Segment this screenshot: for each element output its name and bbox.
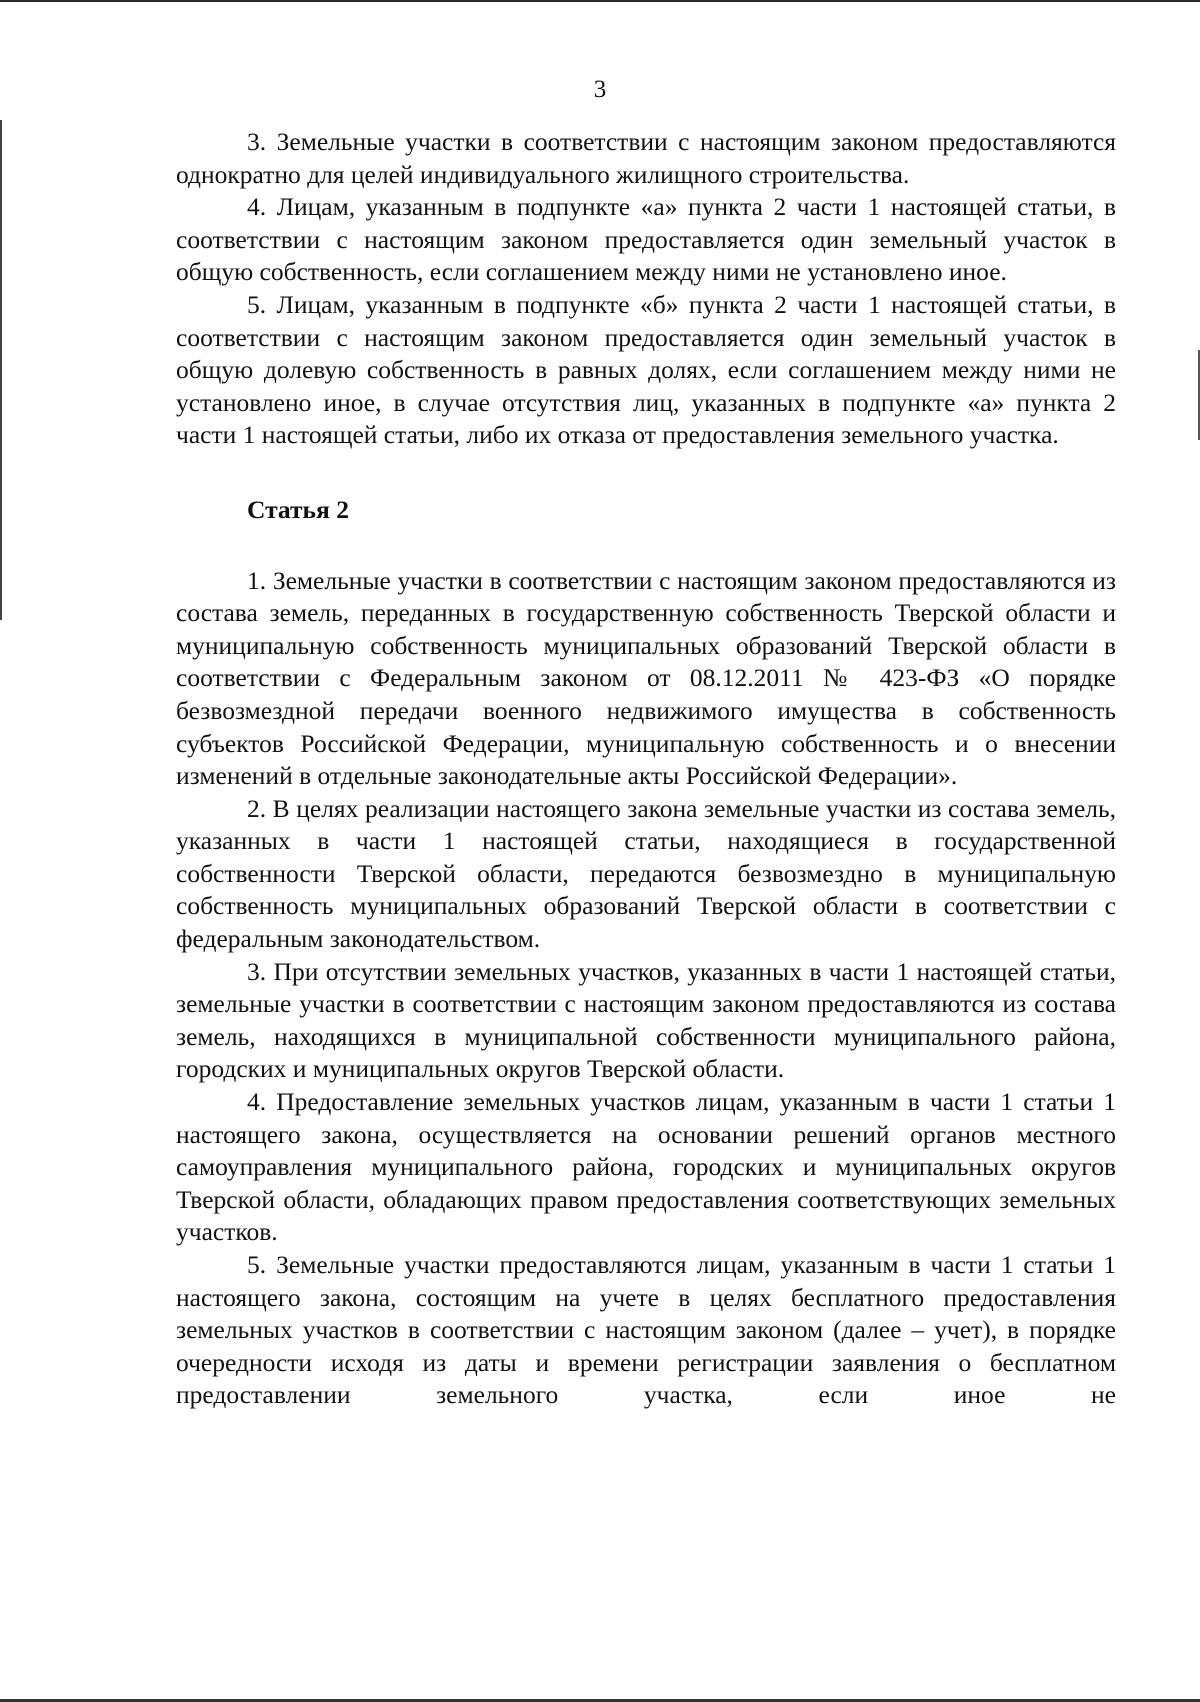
article2-paragraph-1: 1. Земельные участки в соответствии с настоящим законом предоставляются из состава земель, переданных в государственную собственность Тверской области и муниципальную собственность муниципальных образований Тверской области в соответствии с Федеральным законом от 08.12.2011 № 423-ФЗ «О порядке безвозмездной передачи военного недвижимого имущества в собственность субъектов Российской Федерации, муниципальную собственность и о внесении изменений в отдельные законодательные акты Российской Федерации». xyxy=(176,565,1116,791)
document-body xyxy=(176,126,1116,1412)
article1-paragraph-4: 4. Лицам, указанным в подпункте «а» пункта 2 части 1 настоящей статьи, в соответствии с настоящим законом предоставляется один земельный участок в общую собственность, если соглашением между ними не установлено иное. xyxy=(176,192,1116,287)
spacer xyxy=(176,452,1116,494)
article2-paragraph-3: 3. При отсутствии земельных участков, указанных в части 1 настоящей статьи, земельные участки в соответствии с настоящим законом предоставляются из состава земель, находящихся в муниципальной собственности муниципального района, городских и муниципальных округов Тверской области. xyxy=(176,956,1116,1084)
spacer xyxy=(176,527,1116,565)
article2-paragraph-4: 4. Предоставление земельных участков лицам, указанным в части 1 статьи 1 настоящего закона, осуществляется на основании решений органов местного самоуправления муниципального района, городских и муниципальных округов Тверской области, обладающих правом предоставления соответствующих земельных участков. xyxy=(176,1087,1116,1247)
page-number: 3 xyxy=(593,76,607,103)
article1-paragraph-5: 5. Лицам, указанным в подпункте «б» пункта 2 части 1 настоящей статьи, в соответствии с настоящим законом предоставляется один земельный участок в общую долевую собственность в равных долях, если соглашением между ними не установлено иное, в случае отсутствия лиц, указанных в подпункте «а» пункта 2 части 1 настоящей статьи, либо их отказа от предоставления земельного участка. xyxy=(176,289,1116,450)
article1-paragraph-3: 3. Земельные участки в соответствии с настоящим законом предоставляются однократно для целей индивидуального жилищного строительства. xyxy=(176,127,1116,189)
article2-paragraph-5: 5. Земельные участки предоставляются лицам, указанным в части 1 статьи 1 настоящего закона, состоящим на учете в целях бесплатного предоставления земельных участков в соответствии с настоящим законом (далее – учет), в порядке очередности исходя из даты и времени регистрации заявления о бесплатном предоставлении земельного участка, если иное не xyxy=(176,1250,1116,1410)
scan-edge-left xyxy=(0,120,2,620)
scan-edge-top xyxy=(0,0,1200,2)
article-title: Статья 2 xyxy=(247,494,349,524)
article2-paragraph-2: 2. В целях реализации настоящего закона земельные участки из состава земель, указанных в части 1 настоящей статьи, находящиеся в государственной собственности Тверской области, передаются безвозмездно в муниципальную собственность муниципальных образований Тверской области в соответствии с федеральным законодательством. xyxy=(176,793,1116,954)
